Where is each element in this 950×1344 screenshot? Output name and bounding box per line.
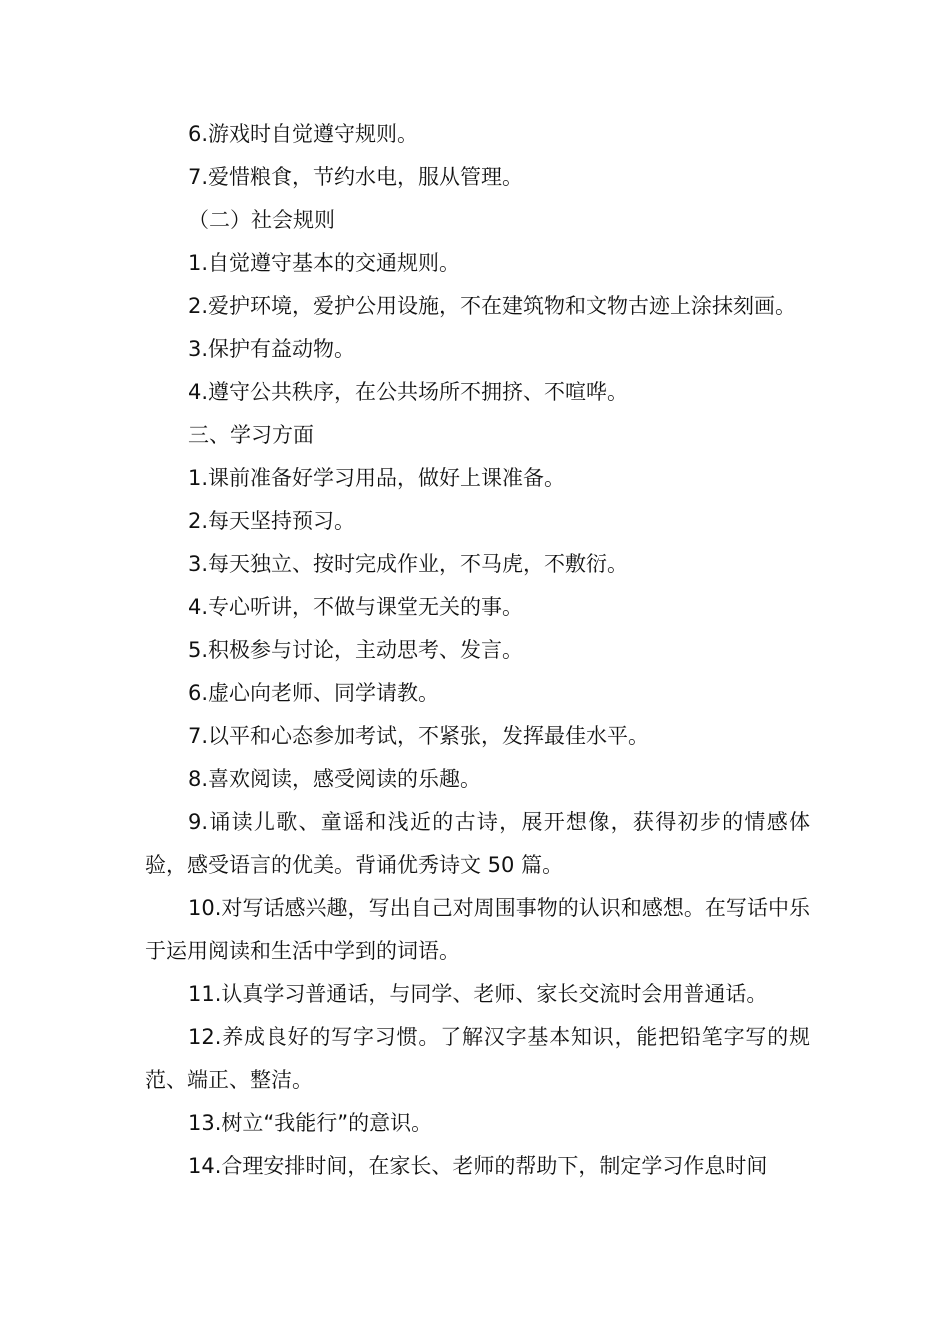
paragraph-rule-6: 6.游戏时自觉遵守规则。	[188, 122, 419, 146]
paragraph-study-6: 6.虚心向老师、同学请教。	[188, 681, 440, 705]
paragraph-study-10: 10.对写话感兴趣，写出自己对周围事物的认识和感想。在写话中乐于运用阅读和生活中学到的词语。	[145, 896, 810, 963]
paragraph-study-2: 2.每天坚持预习。	[188, 509, 356, 533]
paragraph-study-8: 8.喜欢阅读，感受阅读的乐趣。	[188, 767, 482, 791]
paragraph-study-9: 9.诵读儿歌、童谣和浅近的古诗，展开想像，获得初步的情感体验，感受语言的优美。背诵优秀诗文 50 篇。	[145, 810, 810, 877]
section-heading-study: 三、学习方面	[188, 423, 314, 447]
paragraph-study-12: 12.养成良好的写字习惯。了解汉字基本知识，能把铅笔字写的规范、端正、整洁。	[145, 1025, 810, 1092]
section-heading-social-rules: （二）社会规则	[188, 208, 335, 232]
paragraph-study-14: 14.合理安排时间，在家长、老师的帮助下，制定学习作息时间	[188, 1154, 768, 1178]
paragraph-social-4: 4.遵守公共秩序，在公共场所不拥挤、不喧哗。	[188, 380, 629, 404]
paragraph-social-2: 2.爱护环境，爱护公用设施，不在建筑物和文物古迹上涂抹刻画。	[188, 294, 797, 318]
paragraph-study-4: 4.专心听讲，不做与课堂无关的事。	[188, 595, 524, 619]
paragraph-study-13: 13.树立“我能行”的意识。	[188, 1111, 433, 1135]
document-body	[145, 113, 810, 1188]
paragraph-social-3: 3.保护有益动物。	[188, 337, 356, 361]
paragraph-study-1: 1.课前准备好学习用品，做好上课准备。	[188, 466, 566, 490]
paragraph-study-3: 3.每天独立、按时完成作业，不马虎，不敷衍。	[188, 552, 629, 576]
paragraph-rule-7: 7.爱惜粮食，节约水电，服从管理。	[188, 165, 524, 189]
paragraph-social-1: 1.自觉遵守基本的交通规则。	[188, 251, 461, 275]
paragraph-study-5: 5.积极参与讨论，主动思考、发言。	[188, 638, 524, 662]
paragraph-study-11: 11.认真学习普通话，与同学、老师、家长交流时会用普通话。	[188, 982, 768, 1006]
paragraph-study-7: 7.以平和心态参加考试，不紧张，发挥最佳水平。	[188, 724, 650, 748]
